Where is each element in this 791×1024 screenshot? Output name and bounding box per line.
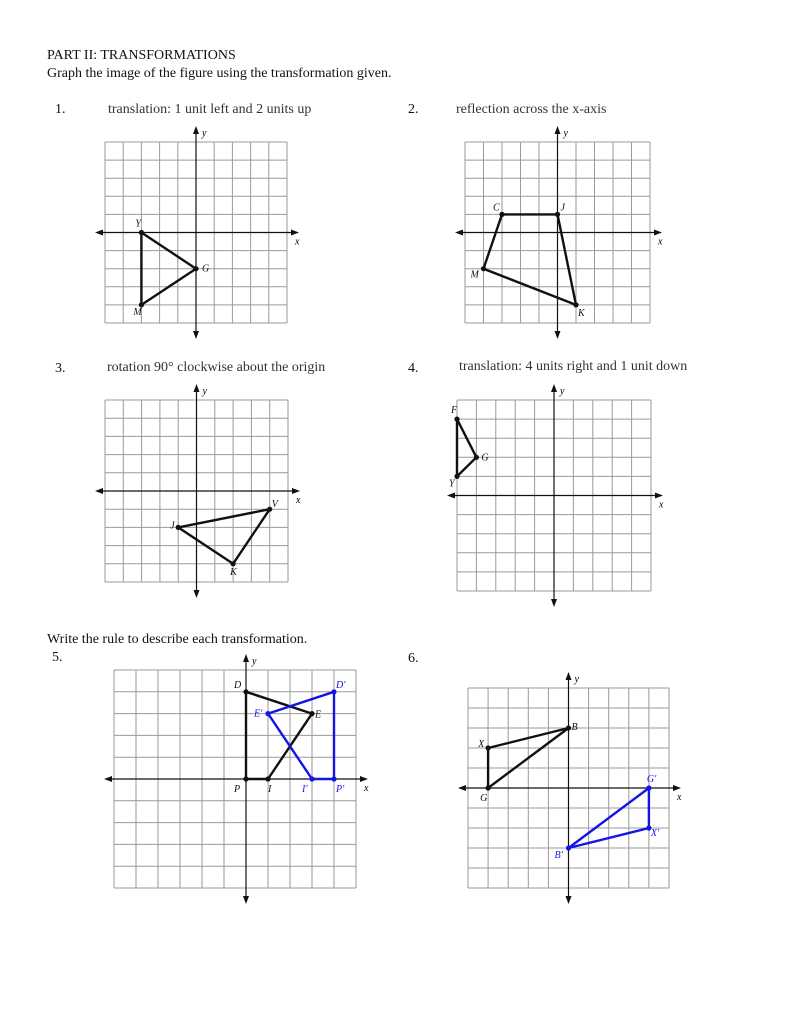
vertex-label: J [560, 202, 565, 214]
y-axis-label: y [560, 386, 565, 397]
problem-1-prompt: translation: 1 unit left and 2 units up [108, 102, 312, 117]
vertex-label: P' [336, 784, 345, 795]
vertex-label: J [170, 520, 175, 532]
vertex-label: G' [646, 774, 657, 785]
x-axis-label: x [296, 495, 301, 506]
y-axis-label: y [252, 656, 257, 667]
vertex-label: E' [254, 708, 263, 720]
y-axis-label: y [202, 128, 207, 139]
vertex-label: I [268, 784, 272, 795]
vertex-label: K [578, 307, 585, 319]
vertex-point [646, 785, 651, 790]
axis-arrow-icon [673, 785, 681, 791]
problem-2-number: 2. [408, 102, 419, 117]
vertex-label: M [470, 269, 479, 281]
vertex-label: D' [336, 679, 346, 691]
axis-arrow-icon [566, 896, 572, 904]
problem-1-number: 1. [55, 102, 66, 117]
vertex-label: K [230, 566, 237, 578]
y-axis-label: y [563, 128, 568, 139]
x-axis-label: x [658, 236, 663, 248]
vertex-label: I' [302, 784, 308, 795]
page-instruction: Graph the image of the figure using the transformation given. [47, 66, 392, 81]
axis-arrow-icon [566, 672, 572, 680]
x-axis-label: x [364, 783, 369, 794]
problem-3-number: 3. [55, 361, 66, 376]
vertex-point [486, 745, 491, 750]
y-axis-label: y [574, 674, 579, 685]
x-axis-label: x [295, 236, 300, 248]
axis-arrow-icon [458, 785, 466, 791]
vertex-label: Y [449, 478, 455, 490]
vertex-label: G [481, 452, 489, 464]
vertex-label: V [271, 499, 278, 511]
vertex-point [486, 785, 491, 790]
problem-3-prompt: rotation 90° clockwise about the origin [107, 360, 326, 375]
vertex-label: G [480, 793, 488, 804]
vertex-point [566, 725, 571, 730]
vertex-label: X' [650, 828, 660, 839]
x-axis-label: x [677, 792, 682, 803]
vertex-label: E [315, 709, 322, 721]
vertex-label: B [571, 722, 578, 733]
problem-6-number: 6. [408, 651, 419, 666]
vertex-label: Y [135, 218, 141, 230]
vertex-label: D [234, 679, 242, 691]
problem-2-prompt: reflection across the x-axis [456, 102, 607, 117]
problem-4-number: 4. [408, 361, 419, 376]
vertex-label: C [493, 202, 500, 214]
vertex-label: F [451, 405, 458, 417]
problem-5-number: 5. [52, 650, 63, 665]
vertex-label: B' [554, 850, 563, 861]
x-axis-label: x [659, 499, 664, 511]
vertex-label: M [133, 306, 142, 318]
vertex-label: G [202, 263, 210, 275]
problem-4-prompt: translation: 4 units right and 1 unit down [459, 359, 688, 374]
y-axis-label: y [202, 386, 207, 397]
vertex-label: X [478, 739, 485, 750]
page-title: PART II: TRANSFORMATIONS [47, 48, 236, 63]
vertex-point [566, 845, 571, 850]
vertex-label: P [234, 784, 241, 795]
section-2-instruction: Write the rule to describe each transformation. [47, 632, 308, 647]
